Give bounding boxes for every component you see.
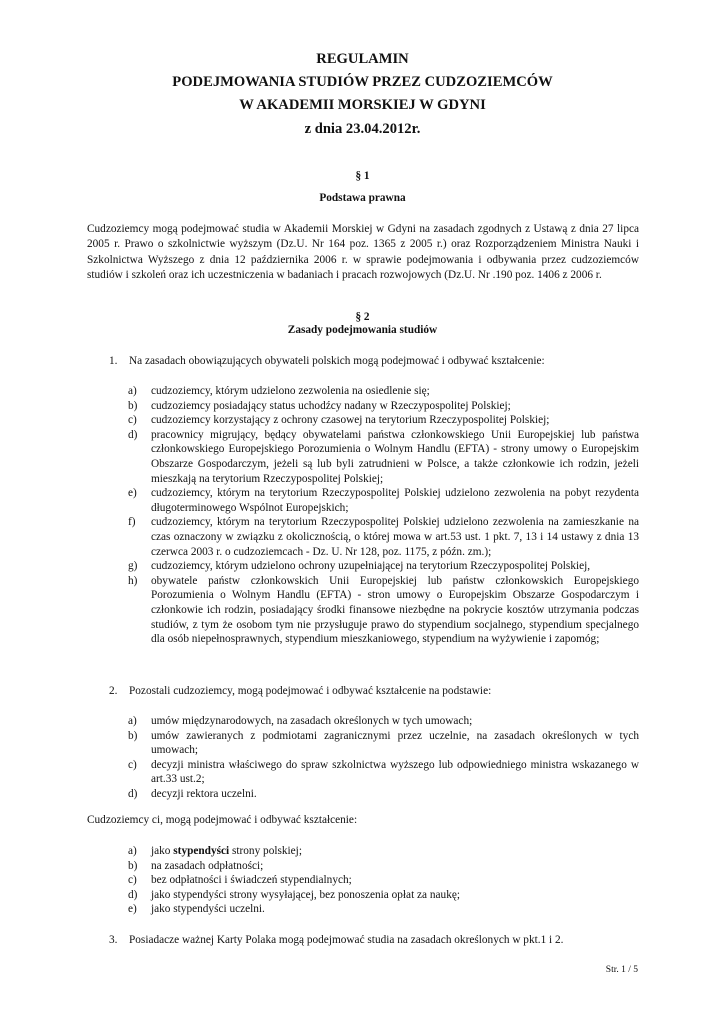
- list-item: a) jako stypendyści strony polskiej;: [128, 845, 302, 857]
- list-item: g) cudzoziemcy, którym udzielono ochrony uzupełniającej na terytorium Rzeczypospolitej Polskiej,: [128, 560, 591, 573]
- section1-title: Podstawa prawna: [319, 192, 406, 204]
- list-item: e) cudzoziemcy, którym na terytorium Rzeczypospolitej Polskiej udzielono zezwolenia na pobyt rezydenta długoterminowego Wspólnot Europejskich;: [128, 487, 639, 514]
- list-item: h) obywatele państw członkowskich Unii Europejskiej lub państw członkowskich Europejskiego Porozumienia o Wolnym Handlu (EFTA) - stron umowy o Europejskim Obszarze Gospodarczym i członkowie ich rodzin, posiadający środki finansowe niezbędne na pokrycie kosztów utrzymania podczas studiów, z tym że osobom tym nie przysługuje prawo do stypendium socjalnego, stypendium specjalnego dla osób niepełnosprawnych, stypendium mieszkaniowego, stypendium na wyżywienie i zapomóg;: [128, 574, 639, 646]
- cudzoziemcy-ci-sublist: [128, 844, 639, 917]
- list-item: b) umów zawieranych z podmiotami zagranicznymi przez uczelnie, na zasadach określonych w tych umowach;: [128, 729, 639, 757]
- list-item: b) na zasadach odpłatności;: [128, 859, 264, 872]
- cudzoziemcy-ci-paragraph: Cudzoziemcy ci, mogą podejmować i odbywać kształcenie:: [87, 814, 358, 826]
- doc-title-line1: REGULAMIN: [316, 51, 409, 67]
- list-item: c) cudzoziemcy korzystający z ochrony czasowej na terytorium Rzeczypospolitej Polskiej;: [128, 414, 550, 427]
- doc-date: z dnia 23.04.2012r.: [304, 121, 421, 137]
- list-item: d) decyzji rektora uczelni.: [128, 787, 257, 800]
- item-text: Pozostali cudzoziemcy, mogą podejmować i odbywać kształcenie na podstawie:: [129, 685, 492, 697]
- list-item: d) pracownicy migrujący, będący obywatelami państwa członkowskiego Unii Europejskiej lub państwa członkowskiego Europejskiego Porozumienia o Wolnym Handlu (EFTA) - strony umowy o Europejskim Obszarze Gospodarczym, jeżeli są lub byli zatrudnieni w Polsce, a także członkowie ich rodzin, jeżeli mieszkają na terytorium Rzeczypospolitej Polskiej;: [128, 428, 639, 485]
- list-item: e) jako stypendyści uczelni.: [128, 903, 265, 916]
- item-text: Na zasadach obowiązujących obywateli polskich mogą podejmować i odbywać kształcenie:: [129, 355, 545, 367]
- section1-body: Cudzoziemcy mogą podejmować studia w Akademii Morskiej w Gdyni na zasadach zgodnych z Ustawą z dnia 27 lipca 2005 r. Prawo o szkolnictwie wyższym (Dz.U. Nr 164 poz. 1365 z 2005 r.) oraz Rozporządzeniem Ministra Nauki i Szkolnictwa Wyższego z dnia 12 października 2006 r. w sprawie podejmowania i odbywania przez cudzoziemców studiów i szkoleń oraz ich uczestniczenia w badaniach i pracach rozwojowych (Dz.U. Nr .190 poz. 1406 z 2006 r.: [87, 223, 639, 282]
- list-item: b) cudzoziemcy posiadający status uchodźcy nadany w Rzeczypospolitej Polskiej;: [128, 399, 511, 412]
- section1-number: § 1: [355, 170, 370, 182]
- item2-sublist: [128, 714, 639, 802]
- page-number: Str. 1 / 5: [605, 965, 638, 975]
- list-item: c) bez odpłatności i świadczeń stypendialnych;: [128, 874, 352, 887]
- bold-term: stypendyści: [173, 845, 230, 857]
- list-item: a) cudzoziemcy, którym udzielono zezwolenia na osiedlenie się;: [128, 385, 430, 397]
- list-item: d) jako stypendyści strony wysyłającej, bez ponoszenia opłat za naukę;: [128, 888, 460, 901]
- item-number: 2.: [109, 685, 118, 697]
- doc-title-line3: W AKADEMII MORSKIEJ W GDYNI: [239, 97, 486, 113]
- item-number: 3.: [109, 934, 118, 946]
- item-text: Posiadacze ważnej Karty Polaka mogą podejmować studia na zasadach określonych w pkt.1 i 2.: [129, 934, 564, 946]
- doc-title-line2: PODEJMOWANIA STUDIÓW PRZEZ CUDZOZIEMCÓW: [172, 74, 553, 90]
- section2-number: § 2: [355, 311, 370, 323]
- list-item: c) decyzji ministra właściwego do spraw szkolnictwa wyższego lub odpowiedniego ministra wskazanego w art.33 ust.2;: [128, 758, 639, 786]
- item-number: 1.: [109, 355, 118, 367]
- list-item: f) cudzoziemcy, którym na terytorium Rzeczypospolitej Polskiej udzielono zezwolenia na zamieszkanie na czas oznaczony w związku z okolicznością, o której mowa w art.53 ust. 1 pkt. 7, 13 i 14 ustawy z dnia 13 czerwca 2003 r. o cudzoziemcach - Dz. U. Nr 128, poz. 1175, z późn. zm.);: [128, 516, 639, 558]
- item1-sublist: [128, 384, 639, 647]
- section2-title: Zasady podejmowania studiów: [287, 324, 438, 336]
- list-item: a) umów międzynarodowych, na zasadach określonych w tych umowach;: [128, 715, 473, 727]
